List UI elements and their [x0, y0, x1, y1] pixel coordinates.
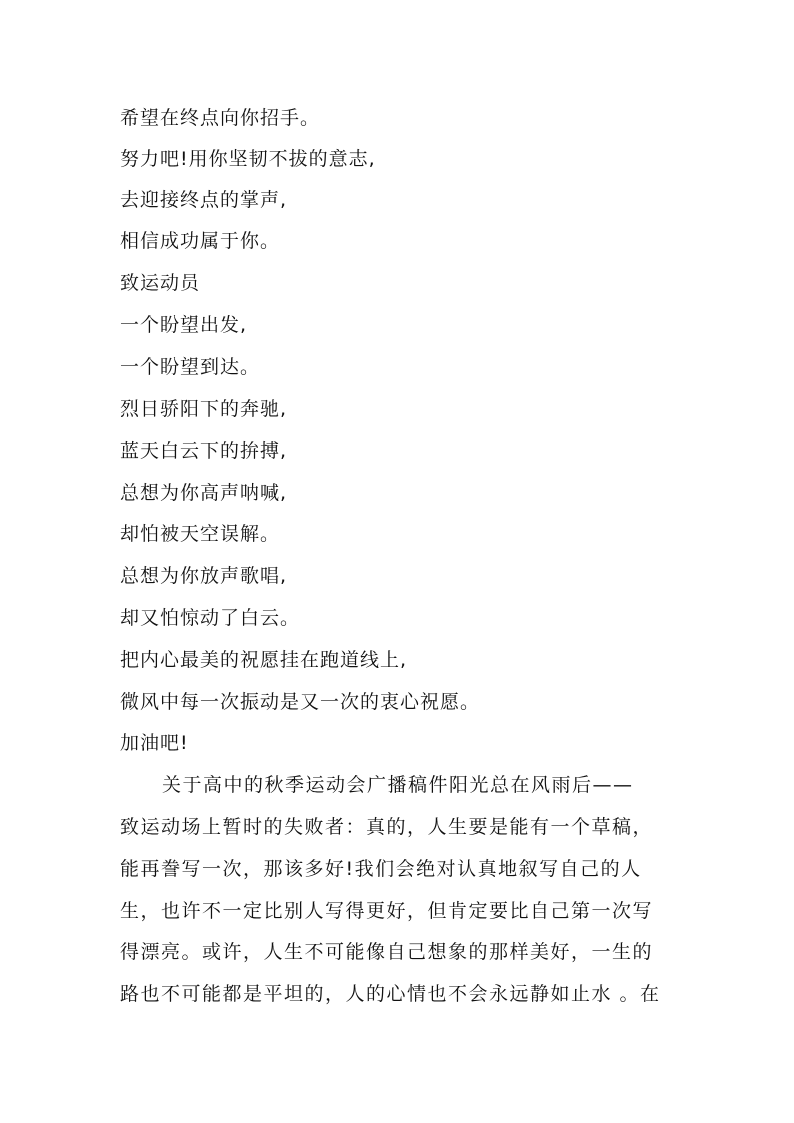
poem-line: 努力吧!用你坚韧不拔的意志, [120, 148, 376, 170]
poem-line: 一个盼望到达。 [120, 356, 261, 378]
poem-line: 去迎接终点的掌声, [120, 189, 288, 211]
poem-line: 却又怕惊动了白云。 [120, 607, 301, 629]
paragraph-line: 关于高中的秋季运动会广播稿件阳光总在风雨后—— [162, 774, 634, 796]
poem-line: 希望在终点向你招手。 [120, 107, 321, 129]
poem-line: 却怕被天空误解。 [120, 523, 281, 545]
paragraph-line: 路也不可能都是平坦的，人的心情也不会永远静如止水 。在 [120, 983, 661, 1005]
poem-line: 微风中每一次振动是又一次的衷心祝愿。 [120, 691, 481, 713]
paragraph-line: 能再誊写一次，那该多好!我们会绝对认真地叙写自己的人 [120, 858, 642, 880]
poem-line: 把内心最美的祝愿挂在跑道线上, [120, 649, 408, 671]
section-heading: 致运动员 [120, 272, 201, 294]
paragraph-line: 生，也许不一定比别人写得更好，但肯定要比自己第一次写 [120, 900, 654, 922]
poem-line: 总想为你放声歌唱, [120, 565, 288, 587]
paragraph-line: 得漂亮。或许，人生不可能像自己想象的那样美好，一生的 [120, 941, 654, 963]
poem-line: 蓝天白云下的拚搏, [120, 440, 288, 462]
paragraph-line: 致运动场上暂时的失败者：真的，人生要是能有一个草稿， [120, 816, 654, 838]
poem-line: 加油吧! [120, 732, 189, 754]
poem-line: 一个盼望出发, [120, 314, 248, 336]
poem-line: 相信成功属于你。 [120, 230, 281, 252]
poem-line: 总想为你高声呐喊, [120, 482, 288, 504]
poem-line: 烈日骄阳下的奔驰, [120, 398, 288, 420]
